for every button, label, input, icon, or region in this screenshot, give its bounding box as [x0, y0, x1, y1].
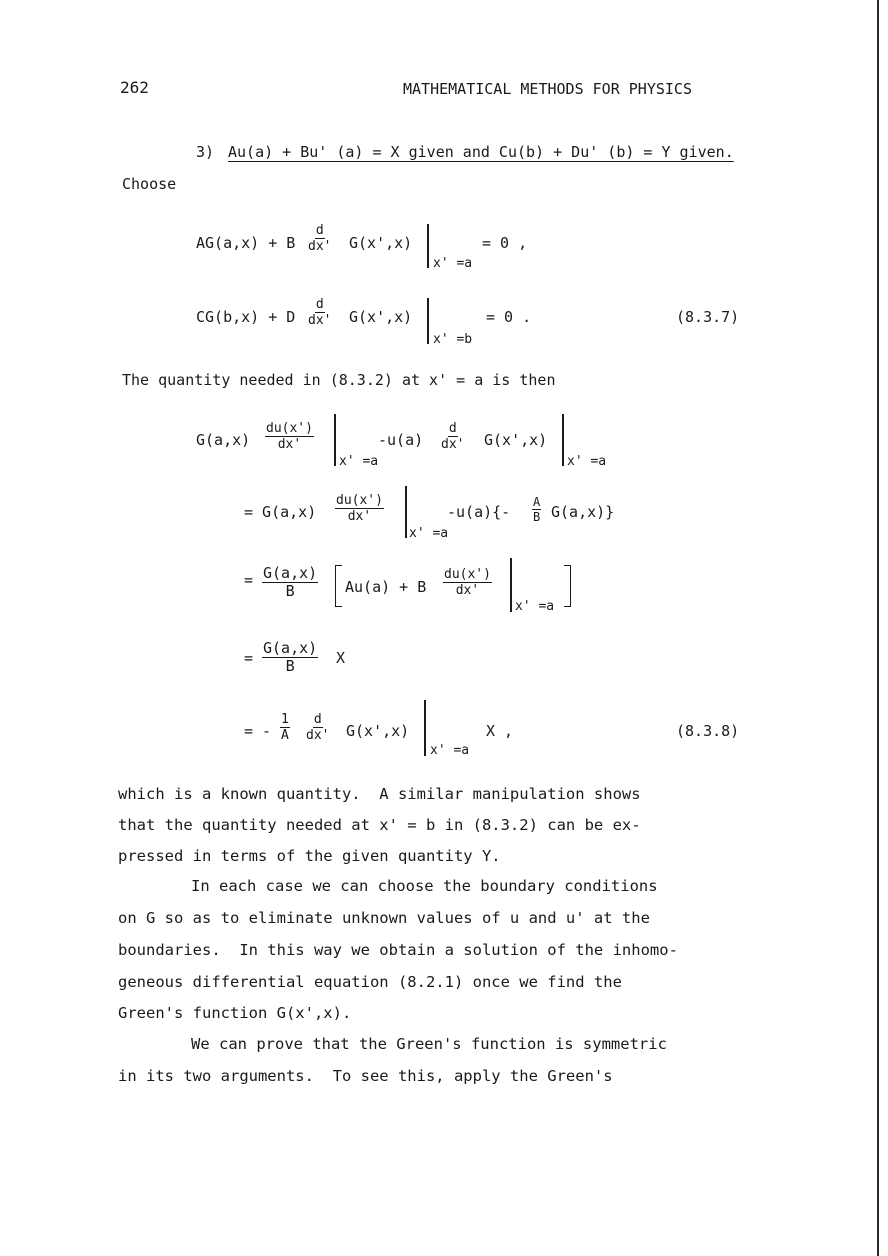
- evaluation-bar: [405, 486, 407, 538]
- green-function: G(x',x): [349, 308, 413, 326]
- frac-num: du(x'): [266, 421, 313, 436]
- equation-number: (8.3.7): [676, 308, 740, 326]
- text-line: on G so as to eliminate unknown values of u and u' at the: [118, 909, 650, 927]
- frac-den: dx': [308, 313, 332, 328]
- text-line: We can prove that the Green's function is symmetric: [191, 1035, 667, 1053]
- green-function: G(x',x): [346, 722, 410, 740]
- case-label: 3): [196, 143, 215, 161]
- eq-rhs: = 0 .: [486, 308, 532, 326]
- derivative-fraction: [443, 568, 492, 597]
- equals-sign: = -: [244, 722, 272, 740]
- frac-den: dx': [455, 583, 480, 598]
- text-line: pressed in terms of the given quantity Y.: [118, 847, 501, 865]
- derivative-fraction: [306, 713, 329, 742]
- evaluation-bar: [427, 298, 429, 344]
- evaluation-point: x' =a: [567, 454, 607, 469]
- left-bracket: [335, 565, 342, 607]
- text-line: In each case we can choose the boundary conditions: [191, 877, 658, 895]
- frac-den: B: [285, 582, 295, 600]
- frac-den: B: [533, 510, 541, 524]
- frac-num: d: [315, 297, 324, 312]
- term: X: [336, 649, 346, 667]
- text-line: geneous differential equation (8.2.1) once we find the: [118, 973, 622, 991]
- green-function: G(x',x): [349, 234, 413, 252]
- frac-den: dx': [277, 437, 302, 452]
- ratio-fraction: [262, 566, 318, 599]
- frac-num: du(x'): [336, 493, 383, 508]
- frac-num: du(x'): [444, 567, 491, 582]
- frac-den: A: [281, 728, 289, 743]
- right-bracket: [564, 565, 571, 607]
- case-statement: Au(a) + Bu' (a) = X given and Cu(b) + Du' (b) = Y given.: [228, 143, 734, 161]
- frac-num: A: [533, 495, 541, 509]
- running-title: MATHEMATICAL METHODS FOR PHYSICS: [403, 80, 692, 98]
- green-function: G(x',x): [484, 431, 548, 449]
- frac-num: d: [448, 421, 457, 436]
- frac-num: G(a,x): [263, 564, 318, 582]
- intro-sentence: The quantity needed in (8.3.2) at x' = a is then: [122, 371, 556, 389]
- evaluation-bar: [424, 700, 426, 756]
- evaluation-bar: [562, 414, 564, 466]
- equation-number: (8.3.8): [676, 722, 740, 740]
- evaluation-point: x' =a: [339, 454, 379, 469]
- page-edge: [877, 0, 879, 1256]
- frac-num: 1: [281, 712, 289, 727]
- term: -u(a): [378, 431, 424, 449]
- derivative-fraction: [308, 298, 331, 327]
- derivative-fraction: [441, 422, 464, 451]
- frac-den: dx': [347, 509, 372, 524]
- frac-num: d: [313, 712, 322, 727]
- equals-sign: =: [244, 649, 254, 667]
- frac-num: d: [315, 223, 324, 238]
- evaluation-point: x' =a: [430, 743, 470, 758]
- equals-sign: =: [244, 571, 254, 589]
- ratio-fraction: [532, 496, 541, 523]
- term: Au(a) + B: [345, 578, 427, 596]
- equals-term: = G(a,x): [244, 503, 317, 521]
- term: -u(a){-: [447, 503, 511, 521]
- eq-lhs: CG(b,x) + D: [196, 308, 296, 326]
- text-line: in its two arguments. To see this, apply the Green's: [118, 1067, 613, 1085]
- term: X ,: [486, 722, 514, 740]
- text-line: that the quantity needed at x' = b in (8.3.2) can be ex-: [118, 816, 641, 834]
- term: G(a,x)}: [551, 503, 615, 521]
- evaluation-point: x' =a: [433, 256, 473, 271]
- page-number: 262: [120, 78, 149, 97]
- green-function: G(a,x): [196, 431, 251, 449]
- eq-rhs: = 0 ,: [482, 234, 528, 252]
- frac-num: G(a,x): [263, 639, 318, 657]
- evaluation-bar: [334, 414, 336, 466]
- evaluation-point: x' =a: [409, 526, 449, 541]
- frac-den: dx': [306, 728, 330, 743]
- ratio-fraction: [262, 641, 318, 674]
- derivative-fraction: [265, 422, 314, 451]
- derivative-fraction: [308, 224, 331, 253]
- ratio-fraction: [280, 713, 290, 742]
- derivative-fraction: [335, 494, 384, 523]
- frac-den: B: [285, 657, 295, 675]
- text-line: Green's function G(x',x).: [118, 1004, 352, 1022]
- evaluation-bar: [427, 224, 429, 268]
- text-line: boundaries. In this way we obtain a solution of the inhomo-: [118, 941, 678, 959]
- text-line: which is a known quantity. A similar manipulation shows: [118, 785, 641, 803]
- evaluation-point: x' =a: [515, 599, 555, 614]
- choose-word: Choose: [122, 175, 177, 193]
- frac-den: dx': [308, 239, 332, 254]
- eq-lhs: AG(a,x) + B: [196, 234, 296, 252]
- evaluation-bar: [510, 558, 512, 612]
- frac-den: dx': [441, 437, 465, 452]
- evaluation-point: x' =b: [433, 332, 473, 347]
